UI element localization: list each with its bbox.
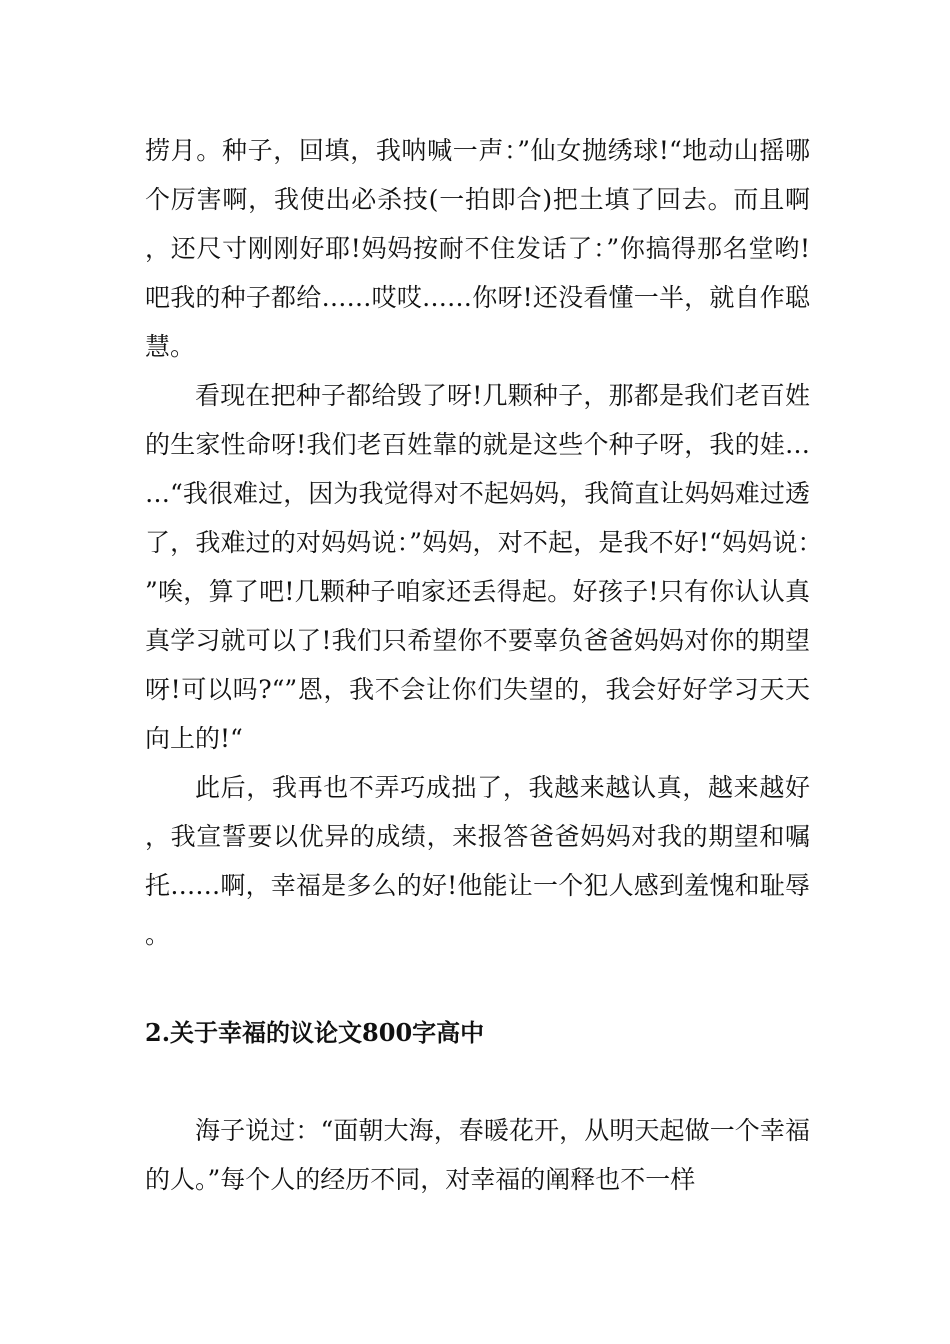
spacer [145, 1057, 810, 1106]
section-heading: 2.关于幸福的议论文800字高中 [145, 1018, 485, 1047]
paragraph-1: 捞月。种子，回填，我呐喊一声：”仙女抛绣球!“地动山摇哪个厉害啊，我使出必杀技(一拍即合)把土填了回去。而且啊，还尺寸刚刚好耶!妈妈按耐不住发话了：”你搞得那名堂哟!吧我的种子都给……哎哎……你呀!还没看懂一半，就自作聪慧。 [145, 136, 810, 361]
spacer [145, 959, 810, 1008]
paragraph-4: 海子说过：“面朝大海，春暖花开，从明天起做一个幸福的人。”每个人的经历不同，对幸福的阐释也不一样 [145, 1116, 810, 1194]
paragraph-3: 此后，我再也不弄巧成拙了，我越来越认真，越来越好，我宣誓要以优异的成绩，来报答爸爸妈妈对我的期望和嘱托……啊，幸福是多么的好!他能让一个犯人感到羞愧和耻辱。 [145, 773, 810, 949]
paragraph-2: 看现在把种子都给毁了呀!几颗种子，那都是我们老百姓的生家性命呀!我们老百姓靠的就是这些个种子呀，我的娃……“我很难过，因为我觉得对不起妈妈，我简直让妈妈难过透了，我难过的对妈妈说：”妈妈，对不起，是我不好!“妈妈说：”唉，算了吧!几颗种子咱家还丢得起。好孩子!只有你认认真真学习就可以了!我们只希望你不要辜负爸爸妈妈对你的期望呀!可以吗?“”恩，我不会让你们失望的，我会好好学习天天向上的!“ [145, 381, 810, 753]
document-page [145, 126, 810, 1204]
